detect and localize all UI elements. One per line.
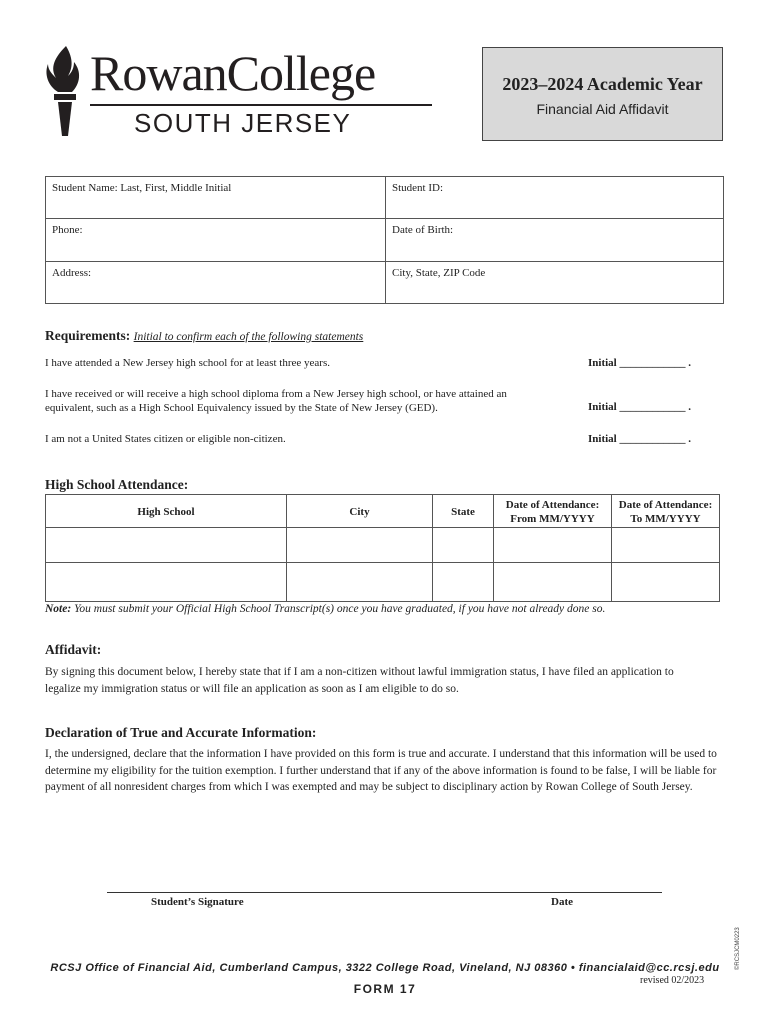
high-school-table bbox=[45, 494, 720, 602]
city-state-zip-field[interactable] bbox=[386, 262, 723, 303]
revision-date: revised 02/2023 bbox=[640, 975, 705, 986]
requirements-heading bbox=[45, 328, 363, 344]
form-number: FORM 17 bbox=[353, 982, 417, 996]
col-date-from: Date of Attendance: From MM/YYYY bbox=[505, 499, 600, 525]
affidavit-heading: Affidavit: bbox=[45, 642, 102, 657]
date-label: Date bbox=[551, 896, 573, 908]
initial-field[interactable]: Initial ____________ . bbox=[588, 401, 691, 413]
requirements-title: Requirements: bbox=[45, 328, 131, 343]
high-school-cell[interactable] bbox=[46, 563, 286, 601]
date-of-birth-label: Date of Birth: bbox=[392, 224, 454, 236]
affidavit-text: By signing this document below, I hereby state that if I am a non-citizen without lawful immigration status, I have filed an application to legalize my immigration status or will file an application as soon as I am eligible to do so. bbox=[45, 666, 674, 695]
phone-field[interactable] bbox=[46, 219, 385, 261]
academic-year: 2023–2024 Academic Year bbox=[502, 74, 703, 94]
form-name: Financial Aid Affidavit bbox=[536, 101, 669, 117]
address-label: Address: bbox=[52, 267, 92, 279]
col-date-to: Date of Attendance: To MM/YYYY bbox=[618, 499, 713, 525]
col-city: City bbox=[349, 506, 370, 518]
declaration-heading: Declaration of True and Accurate Information: bbox=[45, 725, 317, 740]
note-text: You must submit your Official High School Transcript(s) once you have graduated, if you have not already done so. bbox=[71, 603, 606, 615]
side-code: ©RCSJCM0223 bbox=[735, 927, 741, 970]
torch-icon bbox=[44, 44, 84, 140]
form-title-box bbox=[482, 47, 723, 141]
date-of-birth-field[interactable] bbox=[386, 219, 723, 261]
logo-subtitle: SOUTH JERSEY bbox=[134, 108, 352, 138]
requirement-item: I have received or will receive a high school diploma from a New Jersey high school, or have attained an bbox=[45, 388, 507, 400]
date-from-cell[interactable] bbox=[494, 528, 611, 562]
col-state: State bbox=[451, 506, 475, 518]
initial-field[interactable]: Initial ____________ . bbox=[588, 433, 691, 445]
date-to-cell[interactable] bbox=[612, 528, 719, 562]
note-label: Note: bbox=[45, 603, 72, 615]
college-logo bbox=[44, 44, 444, 140]
signature-line[interactable] bbox=[107, 892, 662, 893]
student-info-table bbox=[45, 176, 724, 304]
col-high-school: High School bbox=[137, 506, 195, 518]
phone-label: Phone: bbox=[52, 224, 83, 236]
requirement-item: I am not a United States citizen or eligible non-citizen. bbox=[45, 433, 286, 445]
student-id-field[interactable] bbox=[386, 177, 723, 218]
footer-contact: RCSJ Office of Financial Aid, Cumberland Campus, 3322 College Road, Vineland, NJ 08360 • financialaid@cc.rcsj.edu bbox=[50, 962, 720, 974]
requirements-instruction: Initial to confirm each of the following statements bbox=[133, 331, 364, 343]
declaration-text: I, the undersigned, declare that the information I have provided on this form is true and accurate. I understand that this information will be used to determine my eligibility for the tuition exemption. I further understand that if any of the above information is found to be false, I will be liable for payment of all nonresident charges from which I was exempted and may be subject to disciplinary action by Rowan College of South Jersey. bbox=[45, 748, 717, 793]
requirement-item-cont: equivalent, such as a High School Equivalency issued by the State of New Jersey (GED). bbox=[45, 402, 438, 414]
high-school-heading: High School Attendance: bbox=[45, 477, 189, 492]
student-name-field[interactable] bbox=[46, 177, 385, 218]
student-signature-label: Student’s Signature bbox=[151, 896, 244, 908]
date-from-cell[interactable] bbox=[494, 563, 611, 601]
date-to-cell[interactable] bbox=[612, 563, 719, 601]
logo-rule bbox=[90, 104, 432, 106]
initial-field[interactable]: Initial ____________ . bbox=[588, 357, 691, 369]
logo-wordmark: RowanCollege bbox=[90, 45, 376, 101]
student-id-label: Student ID: bbox=[392, 182, 444, 194]
city-state-zip-label: City, State, ZIP Code bbox=[392, 267, 486, 279]
state-cell[interactable] bbox=[433, 563, 493, 601]
address-field[interactable] bbox=[46, 262, 385, 303]
high-school-cell[interactable] bbox=[46, 528, 286, 562]
city-cell[interactable] bbox=[287, 563, 432, 601]
transcript-note bbox=[45, 603, 605, 615]
state-cell[interactable] bbox=[433, 528, 493, 562]
city-cell[interactable] bbox=[287, 528, 432, 562]
requirement-item: I have attended a New Jersey high school for at least three years. bbox=[45, 357, 330, 369]
student-name-label: Student Name: Last, First, Middle Initial bbox=[52, 182, 232, 194]
